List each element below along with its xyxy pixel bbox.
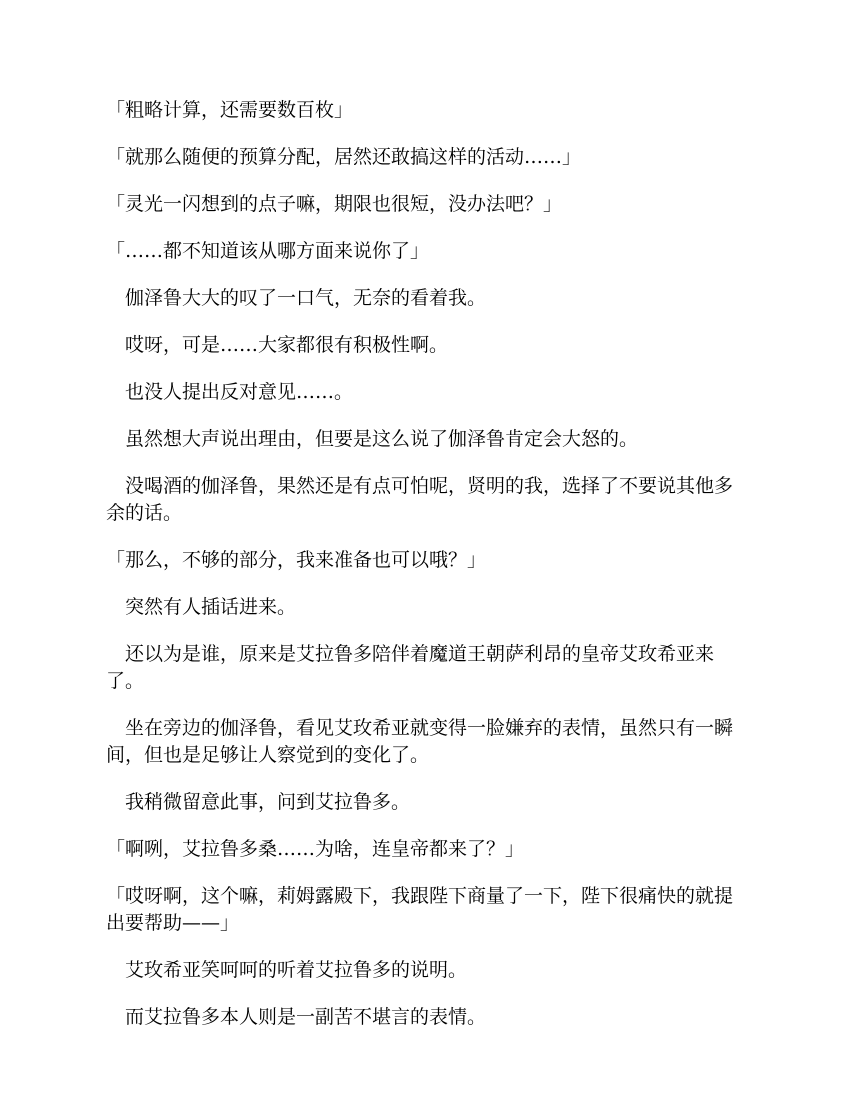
paragraph: 没喝酒的伽泽鲁，果然还是有点可怕呢，贤明的我，选择了不要说其他多余的话。 [106, 475, 734, 524]
document-page [106, 97, 750, 1051]
paragraph: 「那么，不够的部分，我来准备也可以哦？」 [106, 549, 487, 571]
paragraph: 「……都不知道该从哪方面来说你了」 [106, 240, 430, 262]
paragraph: 坐在旁边的伽泽鲁，看见艾玫希亚就变得一脸嫌弃的表情，虽然只有一瞬间，但也是足够让人察觉到的变化了。 [106, 717, 734, 766]
paragraph: 「哎呀啊，这个嘛，莉姆露殿下，我跟陛下商量了一下，陛下很痛快的就提出要帮助——」 [106, 885, 734, 934]
paragraph: 也没人提出反对意见……。 [106, 381, 354, 403]
paragraph: 突然有人插话进来。 [106, 596, 297, 618]
paragraph: 「粗略计算，还需要数百枚」 [106, 99, 354, 121]
paragraph: 我稍微留意此事，问到艾拉鲁多。 [106, 791, 411, 813]
paragraph: 还以为是谁，原来是艾拉鲁多陪伴着魔道王朝萨利昂的皇帝艾玫希亚来了。 [106, 643, 715, 692]
paragraph: 「灵光一闪想到的点子嘛，期限也很短，没办法吧？」 [106, 193, 563, 215]
paragraph: 虽然想大声说出理由，但要是这么说了伽泽鲁肯定会大怒的。 [106, 428, 639, 450]
paragraph: 「就那么随便的预算分配，居然还敢搞这样的活动……」 [106, 146, 582, 168]
paragraph: 「啊咧，艾拉鲁多桑……为啥，连皇帝都来了？」 [106, 838, 525, 860]
paragraph: 哎呀，可是……大家都很有积极性啊。 [106, 334, 449, 356]
paragraph: 伽泽鲁大大的叹了一口气，无奈的看着我。 [106, 287, 487, 309]
paragraph: 艾玫希亚笑呵呵的听着艾拉鲁多的说明。 [106, 959, 468, 981]
paragraph: 而艾拉鲁多本人则是一副苦不堪言的表情。 [106, 1006, 487, 1028]
